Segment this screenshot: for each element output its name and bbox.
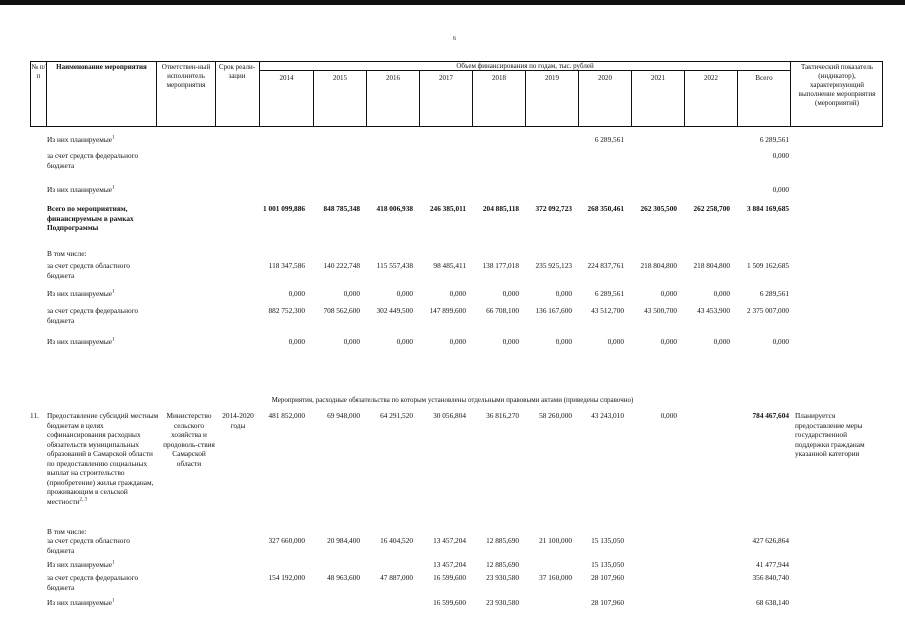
row-label: за счет средств федерального бюджета <box>47 151 139 170</box>
table-cell: 0,000 <box>713 289 730 298</box>
item-11-responsible: Министерство сельского хозяйства и продоволь-ствия Самарской области <box>163 411 215 468</box>
table-cell: 204 885,118 <box>482 204 519 213</box>
table-cell: 16 404,520 <box>380 536 413 545</box>
table-cell: 36 816,270 <box>486 411 519 420</box>
table-cell: 16 599,600 <box>433 598 466 607</box>
row-label: Из них планируемые$^1$ <box>47 135 115 144</box>
header-year-2021: 2021 <box>651 74 665 82</box>
table-cell: 481 852,000 <box>268 411 305 420</box>
table-cell: 0,000 <box>713 337 730 346</box>
table-cell: 6 289,561 <box>759 289 789 298</box>
table-cell: 327 660,000 <box>268 536 305 545</box>
header-year-2014: 2014 <box>279 74 294 82</box>
table-cell: 0,000 <box>772 151 789 160</box>
table-cell: 43 512,700 <box>591 306 624 315</box>
table-cell: 12 885,690 <box>486 560 519 569</box>
header-year-2020: 2020 <box>598 74 612 82</box>
table-cell: 48 963,600 <box>327 573 360 582</box>
table-cell: 0,000 <box>660 337 677 346</box>
table-cell: 0,000 <box>660 411 677 420</box>
table-cell: 13 457,204 <box>433 536 466 545</box>
footnote-mark: 1 <box>111 289 115 295</box>
header-indicator: Тактический показатель (индикатор), характеризующий выполнение мероприятия (мероприятий) <box>798 63 876 107</box>
table-cell: 13 457,204 <box>433 560 466 569</box>
footnote-mark: 1 <box>111 560 115 566</box>
table-cell: 21 100,000 <box>539 536 572 545</box>
table-cell: 3 884 169,685 <box>747 204 789 213</box>
table-cell: 28 107,960 <box>591 598 624 607</box>
table-cell: 0,000 <box>555 289 572 298</box>
table-cell: 6 289,561 <box>594 135 624 144</box>
table-cell: 118 347,586 <box>268 261 305 270</box>
header-funding-title: Объем финансирования по годам, тыс. рублей <box>456 62 594 70</box>
footnote-mark: 1 <box>111 135 115 141</box>
row-label: Из них планируемые$^1$ <box>47 598 115 607</box>
table-cell: 58 260,000 <box>539 411 572 420</box>
table-cell: 136 167,600 <box>535 306 572 315</box>
table-cell: 224 837,761 <box>587 261 624 270</box>
table-cell: 30 056,804 <box>433 411 466 420</box>
table-cell: 246 385,011 <box>429 204 466 213</box>
table-cell: 43 243,010 <box>591 411 624 420</box>
table-cell: 0,000 <box>502 289 519 298</box>
table-cell: 356 840,740 <box>752 573 789 582</box>
table-cell: 784 467,604 <box>752 411 789 420</box>
header-year-2019: 2019 <box>545 74 559 82</box>
header-year-2016: 2016 <box>386 74 400 82</box>
footnote-mark: 1 <box>111 598 115 604</box>
table-cell: 1 001 099,886 <box>263 204 305 213</box>
table-cell: 218 804,800 <box>693 261 730 270</box>
table-cell: 218 804,800 <box>640 261 677 270</box>
table-cell: 0,000 <box>660 289 677 298</box>
table-cell: 64 291,520 <box>380 411 413 420</box>
table-cell: 43 453,900 <box>697 306 730 315</box>
table-cell: 47 887,000 <box>380 573 413 582</box>
footnote-mark: 1 <box>111 185 115 191</box>
item-11-term: 2014-2020 годы <box>222 411 254 430</box>
table-cell: 15 135,050 <box>591 560 624 569</box>
table-cell: 69 948,000 <box>327 411 360 420</box>
table-cell: 1 509 162,685 <box>747 261 789 270</box>
row-label: Из них планируемые$^1$ <box>47 185 115 194</box>
table-cell: 154 192,000 <box>268 573 305 582</box>
table-cell: 418 006,938 <box>376 204 413 213</box>
header-year-2018: 2018 <box>492 74 506 82</box>
table-cell: 262 258,700 <box>693 204 730 213</box>
table-cell: 16 599,600 <box>433 573 466 582</box>
top-border <box>0 0 905 5</box>
table-cell: 235 925,123 <box>535 261 572 270</box>
item-11-number: 11. <box>30 411 39 420</box>
table-cell: 41 477,944 <box>756 560 789 569</box>
table-cell: 98 485,411 <box>433 261 466 270</box>
table-cell: 66 708,100 <box>486 306 519 315</box>
table-cell: 0,000 <box>449 337 466 346</box>
row-label: Из них планируемые$^1$ <box>47 337 115 346</box>
row-label: за счет средств федерального бюджета <box>47 573 139 592</box>
table-header <box>30 61 883 127</box>
row-label: Всего по мероприятиям, финансируемым в рамках Подпрограммы <box>47 204 134 232</box>
table-cell: 37 160,000 <box>539 573 572 582</box>
row-label: за счет средств областного бюджета <box>47 536 130 555</box>
row-label: Из них планируемые$^1$ <box>47 289 115 298</box>
header-year-2017: 2017 <box>439 74 453 82</box>
row-label: В том числе: <box>47 249 87 258</box>
header-responsible: Ответствен-ный исполнитель мероприятия <box>161 63 211 89</box>
header-year-2015: 2015 <box>333 74 347 82</box>
table-cell: 427 626,864 <box>752 536 789 545</box>
table-cell: 848 785,348 <box>323 204 360 213</box>
header-year-total: Всего <box>755 74 773 82</box>
table-cell: 268 350,461 <box>587 204 624 213</box>
table-cell: 115 557,438 <box>376 261 413 270</box>
table-cell: 6 289,561 <box>594 289 624 298</box>
table-cell: 43 500,700 <box>644 306 677 315</box>
table-cell: 15 135,050 <box>591 536 624 545</box>
item-11-indicator: Планируется предоставление меры государственной поддержки гражданам указанной категории <box>795 411 865 458</box>
item-11-name: Предоставление субсидий местным бюджетам в целях софинансирования расходных обязательств муниципальных образований в Самарской области по предоставлению социальных выплат на строительство (приобретение) жилья гражданам, проживающим в сельской местности$^{2, 3}$ <box>47 411 159 506</box>
table-cell: 0,000 <box>502 337 519 346</box>
row-label: за счет средств федерального бюджета <box>47 306 139 325</box>
table-cell: 0,000 <box>607 337 624 346</box>
table-cell: 708 562,600 <box>323 306 360 315</box>
table-cell: 302 449,500 <box>376 306 413 315</box>
page-number: 6 <box>453 36 456 42</box>
table-cell: 0,000 <box>555 337 572 346</box>
row-label: Из них планируемые$^1$ <box>47 560 115 569</box>
header-term: Срок реали-зации <box>218 63 256 80</box>
table-cell: 147 899,600 <box>429 306 466 315</box>
table-cell: 12 885,690 <box>486 536 519 545</box>
table-cell: 0,000 <box>396 289 413 298</box>
row-label: В том числе: <box>47 527 87 536</box>
table-cell: 372 092,723 <box>535 204 572 213</box>
table-cell: 0,000 <box>772 185 789 194</box>
table-cell: 68 638,140 <box>756 598 789 607</box>
table-cell: 0,000 <box>343 289 360 298</box>
header-num: № п/п <box>31 63 46 80</box>
table-cell: 23 930,580 <box>486 598 519 607</box>
header-name: Наименование мероприятия <box>56 63 147 71</box>
table-cell: 2 375 007,000 <box>747 306 789 315</box>
table-cell: 138 177,018 <box>482 261 519 270</box>
footnote-mark: 1 <box>111 337 115 343</box>
table-cell: 262 305,500 <box>640 204 677 213</box>
row-label: за счет средств областного бюджета <box>47 261 130 280</box>
table-cell: 0,000 <box>343 337 360 346</box>
table-cell: 0,000 <box>449 289 466 298</box>
table-cell: 0,000 <box>288 337 305 346</box>
table-cell: 20 984,400 <box>327 536 360 545</box>
section-caption: Мероприятия, расходные обязательства по которым установлены отдельными правовыми актами (приведены справочно) <box>271 396 634 404</box>
item-11-name-footnote: 2, 3 <box>79 497 88 503</box>
header-year-2022: 2022 <box>704 74 718 82</box>
table-cell: 140 222,748 <box>323 261 360 270</box>
table-cell: 28 107,960 <box>591 573 624 582</box>
table-cell: 0,000 <box>772 337 789 346</box>
table-cell: 23 930,580 <box>486 573 519 582</box>
table-cell: 6 289,561 <box>759 135 789 144</box>
table-cell: 882 752,300 <box>268 306 305 315</box>
table-cell: 0,000 <box>288 289 305 298</box>
table-cell: 0,000 <box>396 337 413 346</box>
